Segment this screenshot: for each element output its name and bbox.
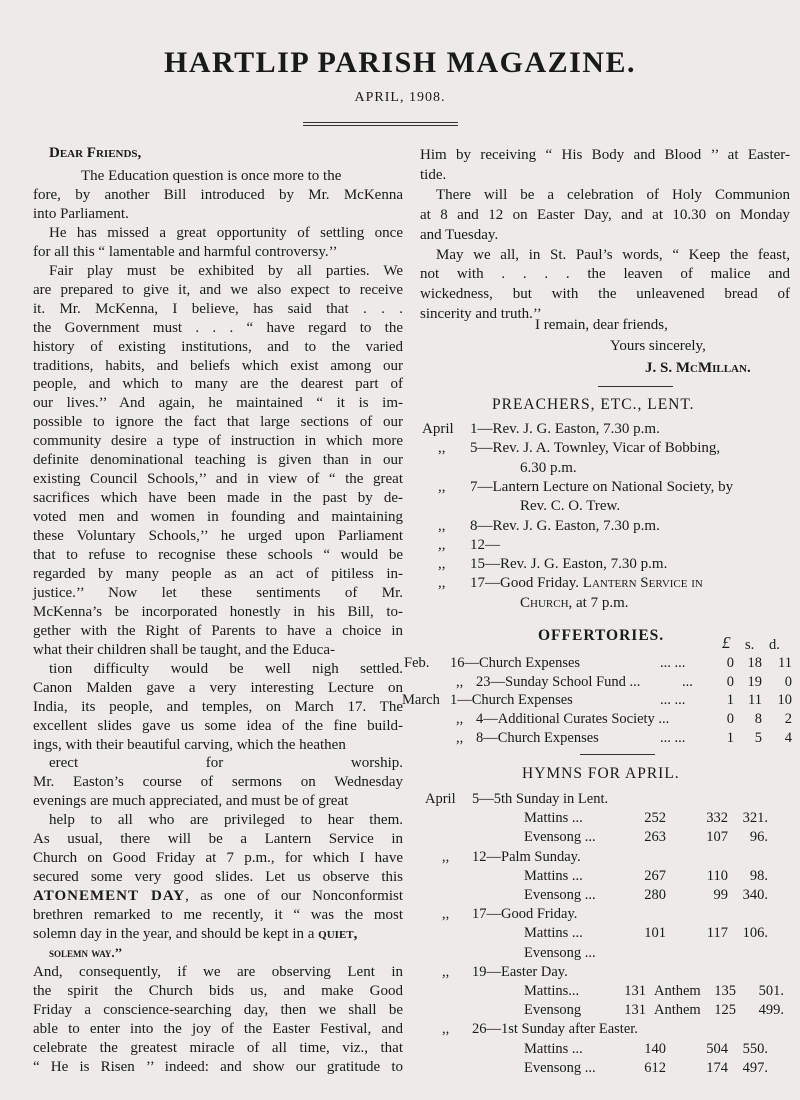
preacher-line: Rev. C. O. Trew.	[520, 498, 621, 515]
letter-line: the spirit the Church bids us, and make Good	[33, 982, 403, 999]
letter-line: able to enter into the joy of the Easter Festival, and	[33, 1020, 403, 1037]
letter-line: tion difficulty would be well nigh settled.	[49, 660, 403, 677]
letter-line: As usual, there will be a Lantern Service in	[33, 831, 403, 848]
hymn-day-month: April	[425, 791, 456, 807]
preacher-line: 6.30 p.m.	[520, 459, 577, 476]
hymn-service: Mattins...	[524, 983, 580, 999]
hymn-service: Mattins ...	[524, 810, 583, 827]
offertory-month: ,,	[456, 729, 464, 746]
letter-line: Church on Good Friday at 7 p.m., for which I have	[33, 850, 403, 867]
letter-line: are prepared to give it, and we also expect to receive	[33, 281, 403, 298]
hymn-number: 504	[706, 1040, 728, 1057]
pound-label: £	[722, 633, 731, 652]
shilling-label: s.	[745, 637, 755, 653]
pence-label: d.	[769, 637, 780, 653]
hymn-day-month: ,,	[442, 963, 450, 980]
letter-line: community desire a type of instruction in which more	[33, 433, 403, 450]
letter-line: what their children shall be taught, and the Educa-	[33, 641, 335, 658]
offertory-desc: 1—Church Expenses	[450, 692, 573, 709]
offertory-desc: 8—Church Expenses	[476, 729, 599, 746]
preachers-heading: PREACHERS, ETC., LENT.	[492, 396, 695, 413]
letter-line: India, its people, and temples, on March 17. The	[33, 698, 403, 715]
letter-line: sincerity and truth.’’	[420, 306, 542, 323]
offertory-shillings: 18	[747, 655, 762, 671]
preacher-month: ,,	[438, 556, 446, 573]
offertory-month: March	[402, 692, 440, 709]
offertory-desc: 4—Additional Curates Society ...	[476, 711, 670, 728]
offertory-shillings: 19	[747, 673, 762, 690]
letter-line: McKenna’s be incorporated honestly in his Bill, to-	[33, 603, 403, 620]
offertory-pence: 10	[777, 692, 792, 709]
offertory-dots: ...	[682, 673, 693, 690]
letter-line: The Education question is once more to the	[81, 168, 342, 184]
hymn-number: 499.	[758, 1002, 784, 1019]
yours-sincerely: Yours sincerely,	[610, 338, 706, 354]
closing: I remain, dear friends,	[535, 317, 668, 333]
offertory-dots: ... ...	[660, 692, 686, 709]
letter-line: solemn day in the year, and should be kept in a quiet,	[33, 926, 358, 942]
hymn-number: 501.	[758, 983, 784, 999]
issue-date: APRIL, 1908.	[354, 90, 446, 105]
letter-line: these Voluntary Schools,’’ he urged upon Parliament	[33, 528, 403, 545]
letter-line: There will be a celebration of Holy Communion	[436, 186, 790, 203]
letter-line: help to all who are privileged to hear them.	[49, 812, 403, 829]
letter-line: existing Council Schools,’’ and in view of “ the great	[33, 471, 403, 488]
offertory-desc: 23—Sunday School Fund ...	[476, 673, 641, 690]
hymn-service: Evensong ...	[524, 1059, 596, 1076]
letter-line: “ He is Risen ’’ indeed: and show our gratitude to	[33, 1058, 403, 1075]
salutation: Dear Friends,	[49, 145, 142, 161]
hymn-service: Evensong	[524, 1002, 582, 1019]
hymn-day: 5—5th Sunday in Lent.	[472, 791, 609, 807]
preacher-line: 5—Rev. J. A. Townley, Vicar of Bobbing,	[470, 440, 721, 457]
preacher-line: 12—	[470, 536, 500, 553]
hymn-number: 125	[714, 1002, 736, 1019]
offertory-month: Feb.	[404, 655, 430, 671]
offertory-month: ,,	[456, 673, 464, 690]
preacher-month: ,,	[438, 575, 446, 592]
hymn-number: 131	[624, 983, 646, 999]
hymn-number: 98.	[749, 867, 768, 884]
letter-line: evenings are much appreciated, and must be of great	[33, 793, 349, 810]
hymn-day: 12—Palm Sunday.	[472, 848, 581, 865]
offertory-shillings: 8	[754, 711, 762, 728]
letter-line: justice.’’ Now let these sentiments of Mr.	[33, 584, 403, 601]
hymn-number: 96.	[749, 829, 768, 846]
letter-line: for all this “ lamentable and harmful controversy.’’	[33, 243, 338, 260]
letter-line-atonement: ATONEMENT DAY, as one of our Nonconformist	[33, 888, 403, 905]
letter-line: Him by receiving “ His Body and Blood ’’ at Easter-	[420, 147, 790, 163]
hymn-number: 252	[644, 810, 666, 827]
hymn-service: Evensong ...	[524, 887, 596, 903]
hymn-day: 19—Easter Day.	[472, 963, 568, 980]
letter-line: gether with the Right of Parents to have a choice in	[33, 622, 403, 639]
preacher-line: 17—Good Friday. Lantern Service in	[470, 575, 703, 592]
hymn-service: Evensong ...	[524, 829, 596, 846]
letter-line: the Government must . . . “ have regard to the	[33, 319, 403, 336]
offertory-pounds: 0	[726, 655, 734, 671]
preacher-month: ,,	[438, 536, 446, 553]
letter-line: traditions, habits, and beliefs which exist among our	[33, 357, 403, 374]
letter-line: Mr. Easton’s course of sermons on Wednesday	[33, 774, 403, 791]
offertory-pence: 4	[784, 729, 792, 746]
preacher-month: ,,	[438, 478, 446, 495]
hymn-number: 99	[713, 887, 728, 903]
preacher-month: April	[422, 421, 454, 437]
offertory-pence: 2	[784, 711, 792, 728]
letter-line: our lives.’’ And again, he maintained “ it is im-	[33, 395, 403, 412]
hymn-number: 332	[706, 810, 728, 827]
offertories-heading: OFFERTORIES.	[538, 627, 665, 644]
letter-line: definite denominational teaching is given than in our	[33, 452, 403, 469]
letter-line: He has missed a great opportunity of settling once	[49, 224, 403, 241]
signature: J. S. McMillan.	[645, 360, 751, 376]
letter-line: ings, with their beautiful carving, which the heathen	[33, 736, 346, 753]
letter-line: Canon Malden gave a very interesting Lecture on	[33, 679, 403, 696]
title-divider	[303, 122, 458, 126]
hymn-number: 321.	[742, 810, 768, 827]
hymn-number: 140	[644, 1040, 666, 1057]
letter-line: that to refuse to recognise these schools “ would be	[33, 547, 403, 563]
letter-line: not with . . . . the leaven of malice and	[420, 266, 790, 283]
hymn-service: Mattins ...	[524, 1040, 583, 1057]
letter-line: tide.	[420, 166, 447, 183]
hymn-number: 340.	[742, 887, 768, 903]
letter-line: excellent slides gave us some idea of the fine build-	[33, 717, 403, 734]
hymn-service: Mattins ...	[524, 925, 583, 942]
hymn-number: 131	[624, 1002, 646, 1019]
letter-line: possible to ignore the fact that large sections of our	[33, 414, 403, 431]
hymn-day-month: ,,	[442, 906, 450, 923]
preacher-line: 8—Rev. J. G. Easton, 7.30 p.m.	[470, 517, 660, 534]
hymn-number: 110	[706, 867, 728, 884]
letter-line: it. Mr. McKenna, I believe, has said that . . .	[33, 300, 403, 317]
offertory-shillings: 5	[754, 729, 762, 746]
preacher-month: ,,	[438, 440, 446, 457]
offertory-pounds: 1	[726, 729, 734, 746]
letter-line: and Tuesday.	[420, 226, 499, 243]
preacher-line: 7—Lantern Lecture on National Society, by	[470, 478, 734, 495]
anthem-label: Anthem	[654, 983, 701, 999]
offertory-dots: ... ...	[660, 655, 686, 671]
hymn-day: 26—1st Sunday after Easter.	[472, 1021, 638, 1038]
hymn-number: 107	[706, 829, 728, 846]
letter-line: into Parliament.	[33, 205, 129, 222]
anthem-label: Anthem	[654, 1002, 701, 1019]
letter-line: voted men and women in founding and maintaining	[33, 509, 403, 526]
hymn-number: 106.	[742, 925, 768, 942]
letter-line: regarded by many people as an act of pitiless in-	[33, 565, 403, 582]
letter-line: wickedness, but with the unleavened bread of	[420, 286, 790, 303]
offertory-pence: 0	[784, 673, 792, 690]
hymns-heading: HYMNS FOR APRIL.	[522, 765, 680, 782]
hymn-day: 17—Good Friday.	[472, 906, 578, 923]
letter-line: solemn way.’’	[49, 944, 123, 960]
hymn-number: 174	[706, 1059, 728, 1076]
offertory-pence: 11	[778, 655, 792, 671]
letter-line: fore, by another Bill introduced by Mr. McKenna	[33, 186, 403, 203]
hymn-number: 550.	[742, 1040, 768, 1057]
hymn-number: 280	[644, 887, 666, 903]
offertory-pounds: 1	[726, 692, 734, 709]
letter-line: at 8 and 12 on Easter Day, and at 10.30 on Monday	[420, 206, 790, 223]
quiet-word: quiet,	[314, 926, 358, 942]
offertory-pounds: 0	[726, 711, 734, 728]
offertory-dots: ... ...	[660, 729, 686, 746]
letter-line: Friday a conscience-searching day, then we shall be	[33, 1001, 403, 1018]
letter-line: May we all, in St. Paul’s words, “ Keep the feast,	[436, 246, 790, 263]
divider	[580, 754, 655, 755]
letter-line: erect for worship.	[49, 755, 403, 772]
offertory-month: ,,	[456, 711, 464, 728]
preacher-line: 1—Rev. J. G. Easton, 7.30 p.m.	[470, 421, 660, 437]
letter-line: Fair play must be exhibited by all parties. We	[49, 262, 403, 279]
letter-line: people, and which to many are the dearest part of	[33, 376, 403, 393]
hymn-number: 497.	[742, 1059, 768, 1076]
offertory-pounds: 0	[726, 673, 734, 690]
letter-line: brethren remarked to me recently, it “ was the most	[33, 907, 403, 924]
preacher-line: 15—Rev. J. G. Easton, 7.30 p.m.	[470, 556, 668, 573]
letter-line: sacrifices which have been made in the past by de-	[33, 490, 403, 507]
offertory-desc: 16—Church Expenses	[450, 655, 581, 671]
letter-line: history of existing institutions, and to the varied	[33, 338, 403, 355]
hymn-day-month: ,,	[442, 848, 450, 865]
hymn-number: 117	[706, 925, 728, 942]
magazine-title: HARTLIP PARISH MAGAZINE.	[164, 46, 636, 79]
hymn-number: 612	[644, 1059, 666, 1076]
divider	[598, 386, 673, 387]
hymn-number: 135	[714, 983, 736, 999]
hymn-service: Evensong ...	[524, 944, 596, 961]
letter-line: And, consequently, if we are observing Lent in	[33, 963, 403, 980]
hymn-number: 101	[644, 925, 666, 942]
preacher-month: ,,	[438, 517, 446, 534]
letter-line: secured some very good slides. Let us observe this	[33, 869, 403, 886]
hymn-service: Mattins ...	[524, 867, 583, 884]
hymn-number: 267	[644, 867, 666, 884]
letter-line: celebrate the greatest miracle of all time, viz., that	[33, 1039, 403, 1056]
hymn-number: 263	[644, 829, 666, 846]
hymn-day-month: ,,	[442, 1021, 450, 1038]
offertory-shillings: 11	[748, 692, 762, 709]
preacher-line: Church, at 7 p.m.	[520, 594, 629, 611]
